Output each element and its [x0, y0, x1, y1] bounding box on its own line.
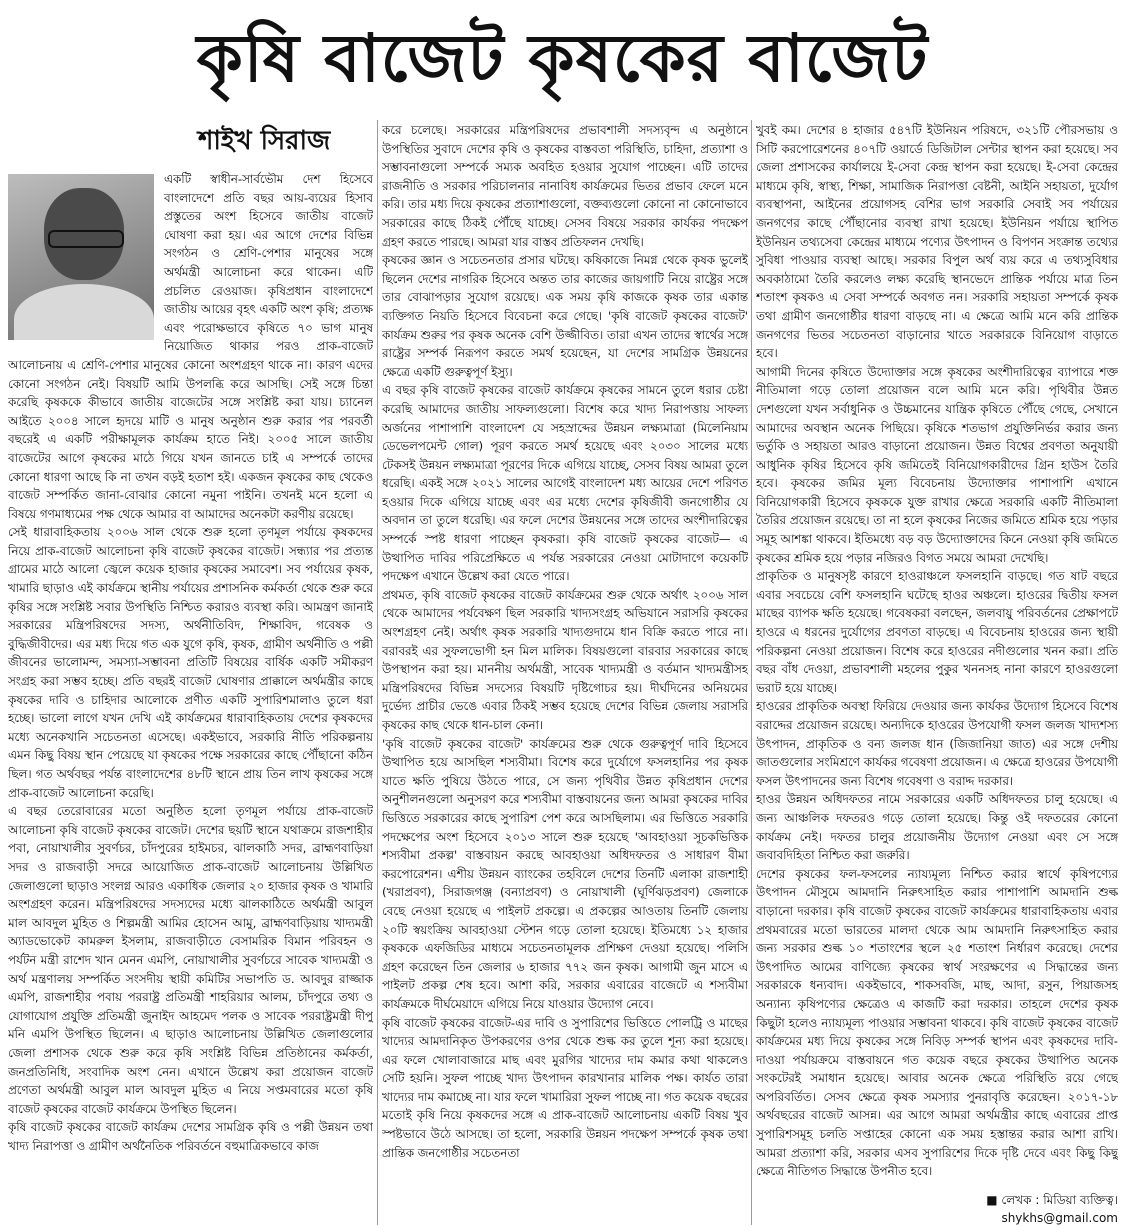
column-divider — [751, 120, 752, 1225]
paragraph: খুবই কম। দেশের ৪ হাজার ৫৪৭টি ইউনিয়ন পরিষদে, ৩২১টি পৌরসভায় ও সিটি করপোরেশনের ৪০৭টি ওয়ার্ডে ডিজিটাল সেন্টার স্থাপন করা হয়েছে। সব জেলা প্রশাসকের কার্যালয়ে ই-সেবা কেন্দ্র স্থাপন করা হয়েছে। ই-সেবা কেন্দ্রের মাধ্যমে কৃষি, স্বাস্থ্য, শিক্ষা, সামাজিক নিরাপত্তা বেষ্টনী, আইনি সহায়তা, দুর্যোগ ব্যবস্থাপনা, আইনের প্রয়োগসহ বেশির ভাগ সরকারি সেবাই সব পর্যায়ের জনগণের কাছে পৌঁছানোর ব্যবস্থা রাখা হয়েছে। ইউনিয়ন পর্যায়ে স্থাপিত ইউনিয়ন তথ্যসেবা কেন্দ্রের মাধ্যমে পণ্যের উৎপাদন ও বিপণন সংক্রান্ত তথ্যের সুবিধা পাওয়ার ব্যবস্থা আছে। সরকার বিপুল অর্থ ব্যয় করে এ তথ্যসুবিধার অবকাঠামো তৈরি করলেও লক্ষ্য করেছি স্থানভেদে প্রান্তিক পর্যায়ে মাত্র তিন শতাংশ কৃষকও এ সেবা সম্পর্কে অবগত নন। সরকারি সহায়তা সম্পর্কে কৃষক তথা গ্রামীণ জনগোষ্ঠীর ধারণা বাড়ছে না। এ ক্ষেত্রে আমি মনে করি প্রান্তিক জনগণের ভিতর সচেতনতা বাড়ানোর খাতে সরকারকে বিনিয়োগ বাড়াতে হবে। — [756, 123, 1118, 361]
paragraph: এ বছর তেরোবারের মতো অনুষ্ঠিত হলো তৃণমূল পর্যায়ে প্রাক-বাজেট আলোচনা কৃষি বাজেট কৃষকের বাজেট। দেশের ছয়টি স্থানে যথাক্রমে রাজশাহীর পবা, নোয়াখালীর সুবর্ণচর, চাঁদপুরের হাইমচর, ঝালকাঠি সদর, ব্রাহ্মণবাড়িয়া সদর ও রাজবাড়ী সদরে আয়োজিত প্রাক-বাজেট আলোচনায় উল্লিখিত জেলাগুলো ছাড়াও সংলগ্ন আরও একাধিক জেলার ২০ হাজার কৃষক ও খামারি অংশগ্রহণ করেন। মন্ত্রিপরিষদের সদস্যদের মধ্যে ঝালকাঠিতে অর্থমন্ত্রী আবুল মাল আবদুল মুহিত ও শিল্পমন্ত্রী আমির হোসেন আমু, ব্রাহ্মণবাড়িয়ায় খাদ্যমন্ত্রী অ্যাডভোকেট কামরুল ইসলাম, রাজবাড়ীতে বেসামরিক বিমান পরিবহন ও পর্যটন মন্ত্রী রাশেদ খান মেনন এমপি, নোয়াখালীর সুবর্ণচরে সাবেক খাদ্যমন্ত্রী ও অর্থ মন্ত্রণালয় সম্পর্কিত সংসদীয় স্থায়ী কমিটির সভাপতি ড. আবদুর রাজ্জাক এমপি, রাজশাহীর পবায় পররাষ্ট্র প্রতিমন্ত্রী শাহরিয়ার আলম, চাঁদপুরে তথ্য ও যোগাযোগ প্রযুক্তি প্রতিমন্ত্রী জুনাইদ আহমেদ পলক ও সাবেক পররাষ্ট্রমন্ত্রী দীপু মনি এমপি উপস্থিত ছিলেন। এ ছাড়াও আলোচনায় উল্লিখিত জেলাগুলোর জেলা প্রশাসক থেকে শুরু করে কৃষি সংশ্লিষ্ট বিভিন্ন প্রতিষ্ঠানের কর্মকর্তা, জনপ্রতিনিধি, সংবাদিক অংশ নেন। এখানে উল্লেখ করা প্রয়োজন বাজেট প্রণেতা অর্থমন্ত্রী আবুল মাল আবদুল মুহিত এ নিয়ে সপ্তমবারের মতো কৃষি বাজেট কৃষকের বাজেট কার্যক্রমে উপস্থিত ছিলেন। — [8, 804, 373, 1116]
column-divider — [377, 120, 378, 1225]
paragraph: 'কৃষি বাজেট কৃষকের বাজেট' কার্যক্রমের শুরু থেকে গুরুত্বপূর্ণ দাবি হিসেবে উত্থাপিত হয়ে আসছিল শস্যবীমা। বিশেষ করে দুর্যোগে ফসলহানির পর কৃষক যাতে ক্ষতি পুষিয়ে উঠতে পারে, সে জন্য পৃথিবীর উন্নত কৃষিপ্রধান দেশের অনুশীলনগুলো অনুসরণ করে শস্যবীমা বাস্তবায়নের জন্য আমরা কৃষকের দাবির ভিত্তিতে সরকারের কাছে সুপারিশ পেশ করে আসছিলাম। এর ভিত্তিতে সরকারি পদক্ষেপের অংশ হিসেবে ২০১৩ সালে শুরু হয়েছে 'আবহাওয়া সূচকভিত্তিক শস্যবীমা প্রকল্প' বাস্তবায়ন করছে আবহাওয়া অধিদফতর ও সাধারণ বীমা করপোরেশন। এশীয় উন্নয়ন ব্যাংকের তহবিলে দেশের তিনটি এলাকা রাজশাহী (খরাপ্রবণ), সিরাজগঞ্জ (বন্যাপ্রবণ) ও নোয়াখালী (ঘূর্ণিঝড়প্রবণ) জেলাকে বেছে নেওয়া হয়েছে এ পাইলট প্রকল্পে। এ প্রকল্পের আওতায় তিনটি জেলায় ২০টি স্বয়ংক্রিয় আবহাওয়া স্টেশন গড়ে তোলা হয়েছে। ইতিমধ্যে ১২ হাজার কৃষককে এফজিডির মাধ্যমে সচেতনতামূলক প্রশিক্ষণ দেওয়া হয়েছে। পলিসি গ্রহণ করেছেন তিন জেলার ৬ হাজার ৭৭২ জন কৃষক। আগামী জুন মাসে এ পাইলট প্রকল্প শেষ হবে। আশা করি, সরকার এবারের বাজেটে এ শস্যবীমা কার্যক্রমকে দীর্ঘমেয়াদে এগিয়ে নিয়ে যাওয়ার উদ্যোগ নেবে। — [382, 736, 748, 1011]
paragraph: হাওর উন্নয়ন অধিদফতর নামে সরকারের একটি অধিদফতর চালু হয়েছে। এ জন্য আঞ্চলিক দফতরও গড়ে তোলা হয়েছে। কিন্তু ওই দফতরের কোনো কার্যক্রম নেই। দফতর চালুর প্রয়োজনীয় উদ্যোগ নেওয়া এবং সে সঙ্গে জবাবদিহিতা নিশ্চিত করা জরুরি। — [756, 792, 1118, 863]
paragraph: দেশের কৃষকের ফল-ফসলের ন্যায্যমূল্য নিশ্চিত করার স্বার্থে কৃষিপণ্যের উৎপাদন মৌসুমে আমদানি নিরুৎসাহিত করার পাশাপাশি আমদানি শুল্ক বাড়ানো দরকার। কৃষি বাজেট কৃষকের বাজেট কার্যক্রমের ধারাবাহিকতায় এবার প্রথমবারের মতো ভারতের মালদা থেকে আম আমদানি নিরুৎসাহিত করার জন্য সরকার শুল্ক ১০ শতাংশের স্থলে ২৫ শতাংশ নির্ধারণ করেছে। দেশের উৎপাদিত আমের বাণিজ্যে কৃষকের স্বার্থ সংরক্ষণের এ সিদ্ধান্তের জন্য সরকারকে ধন্যবাদ। একইভাবে, শাকসবজি, মাছ, আদা, রসুন, পিয়াজসহ অন্যান্য কৃষিপণ্যের ক্ষেত্রেও এ কাজটি করা দরকার। তাহলে দেশের কৃষক কিছুটা হলেও ন্যায্যমূল্য পাওয়ার সম্ভাবনা থাকবে। কৃষি বাজেট কৃষকের বাজেট কার্যক্রমের মধ্য দিয়ে কৃষকের সঙ্গে নিবিড় সম্পর্ক স্থাপন এবং কৃষকদের দাবি-দাওয়া পর্যায়ক্রমে বাস্তবায়নে গত কয়েক বছরে কৃষকের উত্থাপিত অনেক সংকটেরই সমাধান হয়েছে। আবার অনেক ক্ষেত্রে পরিস্থিতি রয়ে গেছে অপরিবর্তিত। সেসব ক্ষেত্রে কৃষক সমস্যার পুনরাবৃত্তি করেছেন। ২০১৭-১৮ অর্থবছরের বাজেট আসন্ন। এর আগে আমরা অর্থমন্ত্রীর কাছে এবারের প্রাপ্ত সুপারিশসমূহ চলতি সপ্তাহের কোনো এক সময় হস্তান্তর করার আশা রাখি। আমরা প্রত্যাশা করি, সরকার এসব সুপারিশের দিকে দৃষ্টি দেবে এবং কিছু কিছু ক্ষেত্রে নীতিগত সিদ্ধান্তে উপনীত হবে। — [756, 866, 1118, 1179]
column-2 — [382, 121, 748, 1227]
paragraph: হাওরের প্রাকৃতিক অবস্থা ফিরিয়ে দেওয়ার জন্য কার্যকর উদ্যোগ হিসেবে বিশেষ বরাদ্দের প্রয়োজন রয়েছে। অন্যদিকে হাওরের উপযোগী ফসল জলজ খাদ্যশস্য উৎপাদন, প্রাকৃতিক ও বন্য জলজ ধান (জিজানিয়া জাত) এর সঙ্গে দেশীয় জাতগুলোর সংমিশ্রণে কার্যকর গবেষণা প্রয়োজন। এ ক্ষেত্রে হাওরের উপযোগী ফসল উৎপাদনের জন্য বিশেষ গবেষণা ও বরাদ্দ দরকার। — [756, 699, 1118, 788]
author-note: ■ লেখক : মিডিয়া ব্যক্তিত্ব। — [986, 1192, 1118, 1207]
paragraph: প্রথমত, কৃষি বাজেট কৃষকের বাজেট কার্যক্রমের শুরু থেকে অর্থাৎ ২০০৬ সাল থেকে আমাদের পর্যবেক্ষণ ছিল সরকারি খাদ্যসংগ্রহ অভিযানে সরাসরি কৃষকের অংশগ্রহণ নেই। অর্থাৎ কৃষক সরকারি খাদ্যগুদামে ধান বিক্রি করতে পারে না। বরাবরই এর সুফলভোগী হন মিল মালিক। বিষয়গুলো বারবার সরকারের কাছে উপস্থাপন করা হয়। মাননীয় অর্থমন্ত্রী, সাবেক খাদ্যমন্ত্রী ও বর্তমান খাদ্যমন্ত্রীসহ মন্ত্রিপরিষদের বিভিন্ন সদস্যের বিষয়টি দৃষ্টিগোচর হয়। দীর্ঘদিনের অনিয়মের দুর্ভেদ্য প্রাচীর ভেঙে এবার ঠিকই সম্ভব হয়েছে দেশের বিভিন্ন জেলায় সরাসরি কৃষকের কাছ থেকে ধান-চাল কেনা। — [382, 587, 748, 732]
paragraph: একটি স্বাধীন-সার্বভৌম দেশ হিসেবে বাংলাদেশে প্রতি বছর আয়-ব্যয়ের হিসাব প্রস্তুতের অংশ হিসেবে জাতীয় বাজেট ঘোষণা করা হয়। এর আগে দেশের বিভিন্ন সংগঠন ও শ্রেণি-পেশার মানুষের সঙ্গে অর্থমন্ত্রী আলোচনা করে থাকেন। এটি প্রচলিত রেওয়াজ। কৃষিপ্রধান বাংলাদেশে জাতীয় আয়ের বৃহৎ একটি অংশ কৃষি; প্রত্যক্ষ এবং পরোক্ষভাবে কৃষিতে ৭০ ভাগ মানুষ নিয়োজিত থাকার পরও প্রাক-বাজেট আলোচনায় এ শ্রেণি-পেশার মানুষের কোনো অংশগ্রহণ থাকে না। কারণ এদের কোনো সংগঠন নেই। বিষয়টি আমি উপলব্ধি করে আসছি। সেই সঙ্গে চিন্তা করেছি কৃষককে কীভাবে জাতীয় বাজেটের সঙ্গে সংশ্লিষ্ট করা যায়। চ্যানেল আইতে ২০০৪ সালে হৃদয়ে মাটি ও মানুষ অনুষ্ঠান শুরু করার পর পরবর্তী বছরেই এ একটি পরীক্ষামূলক কার্যক্রম হাতে নিই। ২০০৫ সালে জাতীয় বাজেটের আগে কৃষকের মাঠে গিয়ে যখন জানতে চাই এ সম্পর্কে তাদের কোনো ধারণা আছে কি না তখন বড়ই হতাশ হই। একজন কৃষকের কাছ থেকেও বাজেট সম্পর্কিত জানা-বোঝার কোনো নমুনা পাইনি। তখনই মনে হলো এ বিষয়ে গণমাধ্যমের পক্ষ থেকে আমার বা আমাদের অনেকটা করণীয় রয়েছে। — [8, 172, 373, 521]
paragraph: আগামী দিনের কৃষিতে উদ্যোক্তার সঙ্গে কৃষকের অংশীদারিত্বের ব্যাপারে শক্ত নীতিমালা গড়ে তোলা প্রয়োজন বলে আমি মনে করি। পৃথিবীর উন্নত দেশগুলো যখন সর্বাধুনিক ও উচ্চমানের যান্ত্রিক কৃষিতে পৌঁছে গেছে, সেখানে আমাদের অবস্থান অনেক পিছিয়ে। কৃষিকে শতভাগ প্রযুক্তিনির্ভর করার জন্য ভর্তুকি ও সহায়তা আরও বাড়ানো প্রয়োজন। উন্নত বিশ্বের প্রবণতা অনুযায়ী আধুনিক কৃষির হিসেবে কৃষি জমিতেই বিনিয়োগকারীদের গ্রিন হাউস তৈরি হবে। কৃষকের জমির মূল্য বিবেচনায় উদ্যোক্তার পাশাপাশি এখানে বিনিয়োগকারী হিসেবে কৃষককে যুক্ত রাখার ক্ষেত্রে সরকারি একটি নীতিমালা তৈরির প্রয়োজন রয়েছে। তা না হলে কৃষকের নিজের জমিতে শ্রমিক হয়ে পড়ার সমূহ আশঙ্কা থাকবে। ইতিমধ্যে বড় বড় উদ্যোক্তাদের কিনে নেওয়া কৃষি জমিতে কৃষকের শ্রমিক হয়ে পড়ার নজিরও বিগত সময়ে আমরা দেখেছি। — [756, 364, 1118, 565]
column-1 — [8, 170, 373, 1227]
paragraph: সেই ধারাবাহিকতায় ২০০৬ সাল থেকে শুরু হলো তৃণমূল পর্যায়ে কৃষকদের নিয়ে প্রাক-বাজেট আলোচনা কৃষি বাজেট কৃষকের বাজেট। সন্ধ্যার পর প্রত্যন্ত গ্রামের মাঠে আলো জ্বেলে কয়েক হাজার কৃষকের সমাবেশ। সব পর্যায়ের কৃষক, খামারি ছাড়াও এই কার্যক্রমে স্থানীয় পর্যায়ের প্রশাসনিক কর্মকর্তা থেকে শুরু করে কৃষির সঙ্গে সংশ্লিষ্ট সবার উপস্থিতি নিশ্চিত করারও ব্যবস্থা করি। আমন্ত্রণ জানাই সরকারের মন্ত্রিপরিষদের সদস্য, অর্থনীতিবিদ, শিক্ষাবিদ, গবেষক ও বুদ্ধিজীবীদের। এর মধ্য দিয়ে গত এক যুগে কৃষি, কৃষক, গ্রামীণ অর্থনীতি ও পল্লী জীবনের ভালোমন্দ, সমস্যা-সম্ভাবনা প্রতিটি বিষয়ের বার্ষিক একটি সমীকরণ সংগ্রহ করা সম্ভব হচ্ছে। প্রতি বছরই বাজেট ঘোষণার প্রাক্কালে অর্থমন্ত্রীর কাছে কৃষকের দাবি ও চাহিদার আলোকে প্রণীত একটি সুপারিশমালাও তুলে ধরা হচ্ছে। ভালো লাগে যখন দেখি এই কার্যক্রমের ধারাবাহিকতায় দেশের কৃষকদের মধ্যে অনেকখানি সচেতনতা এসেছে। একইভাবে, সরকারি নীতি পরিকল্পনায় এমন কিছু বিষয় স্থান পেয়েছে যা কৃষকের পক্ষে সরকারের কাছে পৌঁছানো কঠিন ছিল। গত অর্থবছর পর্যন্ত বাংলাদেশের ৪৮টি স্থানে প্রায় তিন লাখ কৃষকের সঙ্গে প্রাক-বাজেট আলোচনা করেছি। — [8, 525, 373, 800]
paragraph: এ বছর কৃষি বাজেট কৃষকের বাজেট কার্যক্রমে কৃষকের সামনে তুলে ধরার চেষ্টা করেছি আমাদের জাতীয় সাফল্যগুলো। বিশেষ করে খাদ্য নিরাপত্তায় সাফল্য অর্জনের পাশাপাশি বাংলাদেশ যে সহস্রাব্দের উন্নয়ন লক্ষ্যমাত্রা (মিলেনিয়াম ডেভেলপমেন্ট গোল) পূরণ করতে সমর্থ হয়েছে এবং ২০৩০ সালের মধ্যে টেকসই উন্নয়ন লক্ষ্যমাত্রা পূরণের দিকে এগিয়ে যাচ্ছে, সেসব বিষয় আমরা তুলে ধরেছি। একই সঙ্গে ২০২১ সালের আগেই বাংলাদেশ মধ্য আয়ের দেশে পরিণত হওয়ার দিকে এগিয়ে যাচ্ছে এবং এর মধ্যে দেশের কৃষিজীবী জনগোষ্ঠীর যে অবদান তা তুলে ধরেছি। এর ফলে দেশের উন্নয়নের সঙ্গে তাদের অংশীদারিত্বের সম্পর্কে স্পষ্ট ধারণা পাচ্ছেন কৃষকরা। কৃষি বাজেট কৃষকের বাজেট— এ উত্থাপিত দাবির পরিপ্রেক্ষিতে এ পর্যন্ত সরকারের নেওয়া মোটাদাগে কয়েকটি পদক্ষেপ এখানে উল্লেখ করা যেতে পারে। — [382, 383, 748, 584]
headline: কৃষি বাজেট কৃষকের বাজেট — [196, 20, 929, 97]
author-email: shykhs@gmail.com — [1001, 1211, 1118, 1226]
paragraph: কৃষি বাজেট কৃষকের বাজেট কার্যক্রম দেশের সামগ্রিক কৃষি ও পল্লী উন্নয়ন তথা খাদ্য নিরাপত্তা ও গ্রামীণ অর্থনৈতিক পরিবর্তনে বহুমাত্রিকভাবে কাজ — [8, 1120, 373, 1153]
byline: শাইখ সিরাজ — [198, 126, 331, 156]
column-3 — [756, 121, 1118, 1227]
author-photo — [8, 174, 154, 340]
paragraph: করে চলেছে। সরকারের মন্ত্রিপরিষদের প্রভাবশালী সদস্যবৃন্দ এ অনুষ্ঠানে উপস্থিতির সুবাদে দেশের কৃষি ও কৃষকের বাস্তবতা পরিস্থিতি, চাহিদা, প্রত্যাশা ও সম্ভাবনাগুলো সম্পর্কে সম্যক অবহিত হওয়ার সুযোগ পাচ্ছেন। এটি তাদের রাজনীতি ও সরকার পরিচালনার নানাবিধ কার্যক্রমের ভিতর প্রভাব ফেলে মনে করি। তার মধ্য দিয়ে কৃষকের প্রত্যাশাগুলো, বক্তব্যগুলো কোনো না কোনোভাবে সরকারের কাছে ঠিকই পৌঁছে যাচ্ছে। সেসব বিষয়ে সরকার কার্যকর পদক্ষেপ গ্রহণ করতে পারছে। আমরা যার বাস্তব প্রতিফলন দেখছি। — [382, 123, 748, 249]
paragraph: কৃষি বাজেট কৃষকের বাজেট-এর দাবি ও সুপারিশের ভিত্তিতে পোলট্রি ও মাছের খাদ্যের আমদানিকৃত উপকরণের ওপর থেকে শুল্ক কর তুলে শূন্য করা হয়েছে। এর ফলে খোলাবাজারে মাছ এবং মুরগির খাদ্যের দাম কমার কথা থাকলেও সেটি হয়নি। সুফল পাচ্ছে খাদ্য উৎপাদন কারখানার মালিক পক্ষ। কার্যত তারা খাদ্যের দাম কমাচ্ছে না। যার ফলে খামারিরা সুফল পাচ্ছে না। গত কয়েক বছরের মতোই কৃষি নিয়ে কৃষকদের সঙ্গে এ প্রাক-বাজেট আলোচনায় একটি বিষয় খুব স্পষ্টভাবে উঠে আসছে। তা হলো, সরকারি উন্নয়ন পদক্ষেপ সম্পর্কে কৃষক তথা প্রান্তিক জনগোষ্ঠীর সচেতনতা — [382, 1015, 748, 1160]
paragraph: কৃষকের জ্ঞান ও সচেতনতার প্রসার ঘটছে। কষিকাজে নিমগ্ন থেকে কৃষক ভুলেই ছিলেন দেশের নাগরিক হিসেবে অন্তত তার কাজের জায়গাটি নিয়ে রাষ্ট্রের সঙ্গে তার বোঝাপড়ার সুযোগ রয়েছে। এক সময় কৃষি কাজকে কৃষক তার একান্ত ব্যক্তিগত নিয়তি হিসেবে বিবেচনা করে গেছে। 'কৃষি বাজেট কৃষকের বাজেট' কার্যক্রম শুরুর পর কৃষক অনেক বেশি উজ্জীবিত। তারা এখন তাদের স্বার্থের সঙ্গে রাষ্ট্রের সম্পর্ক নিরূপণ করতে সমর্থ হয়েছেন, যা দেশের সামগ্রিক উন্নয়নের ক্ষেত্রে একটি গুরুত্বপূর্ণ ইস্যু। — [382, 253, 748, 379]
paragraph: প্রাকৃতিক ও মানুষসৃষ্ট কারণে হাওরাঞ্চলে ফসলহানি বাড়ছে। গত ষাট বছরে এবার সবচেয়ে বেশি ফসলহানি ঘটেছে হাওর অঞ্চলে। হাওরের দ্বিতীয় ফসল মাছের ব্যাপক ক্ষতি হয়েছে। গবেষকরা বলছেন, জলবায়ু পরিবর্তনের প্রেক্ষাপটে হাওরে এ ধরনের দুর্যোগের প্রবণতা বাড়ছে। এ বিবেচনায় হাওরের জন্য স্থায়ী পরিকল্পনা নেওয়া প্রয়োজন। বিশেষ করে হাওরের নদীগুলোর খনন করা। প্রতি বছর বাঁধ দেওয়া, প্রভাবশালী মহলের পুকুর খননসহ নানা কারণে হাওরগুলো ভরাট হয়ে যাচ্ছে। — [756, 569, 1118, 695]
